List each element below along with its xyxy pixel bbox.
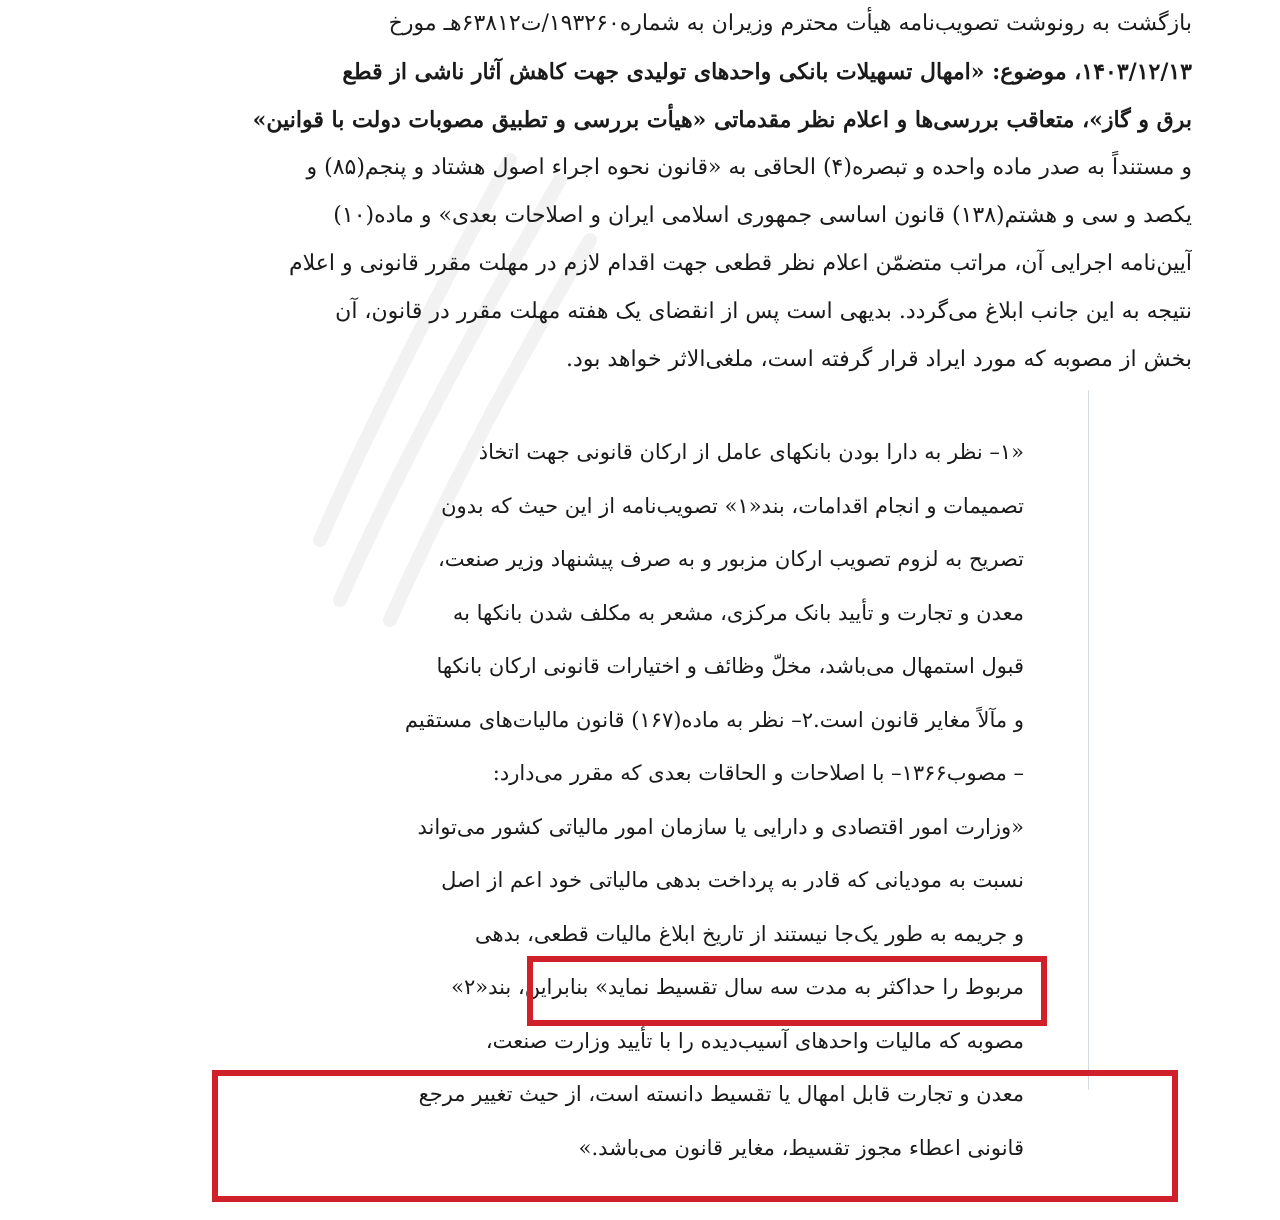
- ruling-line: «وزارت امور اقتصادی و دارایی یا سازمان امور مالیاتی کشور می‌تواند: [417, 814, 1024, 839]
- ruling-line: مصوبه که مالیات واحدهای آسیب‌دیده را با تأیید وزارت صنعت،: [485, 1028, 1024, 1053]
- ruling-line: نسبت به مودیانی که قادر به پرداخت بدهی مالیاتی خود اعم از اصل: [441, 868, 1024, 892]
- ruling-line: تصریح به لزوم تصویب ارکان مزبور و به صرف پیشنهاد وزیر صنعت،: [437, 547, 1024, 571]
- ruling-line: قانونی اعطاء مجوز تقسیط، مغایر قانون می‌باشد.»: [578, 1135, 1024, 1160]
- ruling-line: معدن و تجارت و تأیید بانک مرکزی، مشعر به مکلف شدن بانکها به: [452, 600, 1024, 625]
- intro-paragraph: [212, 0, 1192, 384]
- intro-line: یکصد و سی و هشتم(۱۳۸) قانون اساسی جمهوری اسلامی ایران و اصلاحات بعدی» و ماده(۱۰): [333, 203, 1192, 228]
- ruling-paragraph: [362, 426, 1024, 1175]
- ruling-line: مربوط را حداکثر به مدت سه سال تقسیط نماید» بنابراین، بند«۲»: [451, 975, 1024, 999]
- ruling-line: معدن و تجارت قابل امهال یا تقسیط دانسته است، از حیث تغییر مرجع: [418, 1082, 1024, 1106]
- ruling-line: قبول استمهال می‌باشد، مخلّ وظائف و اختیارات قانونی ارکان بانکها: [436, 654, 1024, 678]
- intro-line: بخش از مصوبه که مورد ایراد قرار گرفته است، ملغی‌الاثر خواهد بود.: [566, 347, 1192, 372]
- ruling-line: – مصوب۱۳۶۶– با اصلاحات و الحاقات بعدی که مقرر می‌دارد:: [492, 761, 1024, 785]
- intro-line: آیین‌نامه اجرایی آن، مراتب متضمّن اعلام نظر قطعی جهت اقدام لازم در مهلت مقرر قانونی و اعلام: [289, 251, 1192, 276]
- highlight-box-installment: [527, 956, 1047, 1026]
- intro-line: برق و گاز»، متعاقب بررسی‌ها و اعلام نظر مقدماتی «هیأت بررسی و تطبیق مصوبات دولت با قوانین»: [252, 107, 1192, 133]
- ruling-line: و جریمه به طور یک‌جا نیستند از تاریخ ابلاغ مالیات قطعی، بدهی: [475, 921, 1024, 946]
- intro-line: ۱۴۰۳/۱۲/۱۳، موضوع: «امهال تسهیلات بانکی واحدهای تولیدی جهت کاهش آثار ناشی از قطع: [342, 59, 1192, 85]
- intro-line: بازگشت به رونوشت تصویب‌نامه هیأت محترم وزیران به شماره۱۹۳۲۶۰/ت۶۳۸۱۲هـ مورخ: [388, 11, 1192, 36]
- ruling-line: «۱– نظر به دارا بودن بانکهای عامل از ارکان قانونی جهت اتخاذ: [478, 440, 1024, 464]
- ruling-line: و مآلاً مغایر قانون است.۲– نظر به ماده(۱۶۷) قانون مالیات‌های مستقیم: [404, 707, 1024, 732]
- intro-line: نتیجه به این جانب ابلاغ می‌گردد. بدیهی است پس از انقضای یک هفته مهلت مقرر در قانون، آن: [335, 299, 1192, 324]
- page-margin-line: [1088, 390, 1089, 1090]
- highlight-box-conclusion: [212, 1070, 1178, 1202]
- ruling-line: تصمیمات و انجام اقدامات، بند«۱» تصویب‌نامه از این حیث که بدون: [441, 493, 1024, 518]
- intro-line: و مستنداً به صدر ماده واحده و تبصره(۴) الحاقی به «قانون نحوه اجراء اصول هشتاد و پنجم(۸۵) و: [306, 155, 1192, 180]
